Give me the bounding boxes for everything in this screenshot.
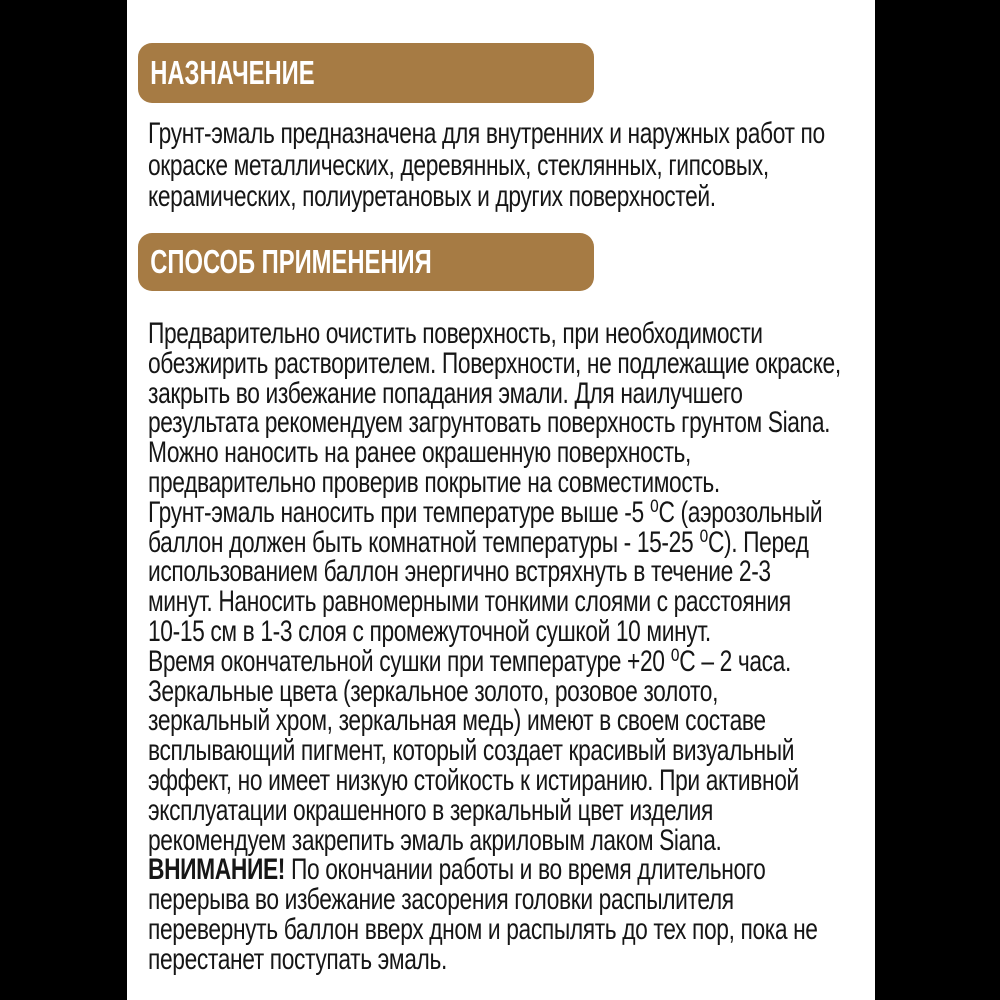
letterbox-left [0, 0, 127, 1000]
text-line: Зеркальные цвета (зеркальное золото, розовое золото, [148, 674, 719, 708]
text-line: предварительно проверив покрытие на совместимость. [148, 465, 720, 499]
purpose-header-title: НАЗНАЧЕНИЕ [150, 54, 315, 91]
text-line: керамических, полиуретановых и других поверхностей. [148, 180, 716, 213]
text-line: использованием баллон энергично встряхнуть в течение 2-3 [148, 555, 771, 589]
text-line: обезжирить растворителем. Поверхности, не подлежащие окраске, [148, 346, 841, 380]
text-line: Можно наносить на ранее окрашенную поверхность, [148, 436, 691, 470]
text-line: окраске металлических, деревянных, стеклянных, гипсовых, [148, 148, 769, 182]
text-line: Грунт-эмаль предназначена для внутренних и наружных работ по [148, 117, 825, 150]
text-line: зеркальный хром, зеркальная медь) имеют в своем составе [148, 704, 766, 738]
text-line: Предварительно очистить поверхность, при необходимости [148, 317, 763, 350]
purpose-header-badge [138, 43, 594, 103]
text-line: баллон должен быть комнатной температуры - 15-25 ⁰С). Перед [148, 525, 809, 559]
text-line: всплывающий пигмент, который создает красивый визуальный [148, 734, 795, 768]
warning-label: ВНИМАНИЕ! [148, 853, 286, 887]
purpose-paragraph [148, 118, 1000, 213]
text-line: перестанет поступать эмаль. [148, 942, 447, 976]
text-line: перевернуть баллон вверх дном и распылять до тех пор, пока не [148, 912, 818, 946]
text-line: рекомендуем закрепить эмаль акриловым лаком Siana. [148, 823, 722, 857]
text-line: перерыва во избежание засорения головки распылителя [148, 883, 734, 917]
text-line: Время окончательной сушки при температуре +20 ⁰С – 2 часа. [148, 644, 791, 678]
application-header-title: СПОСОБ ПРИМЕНЕНИЯ [150, 243, 432, 280]
text-line: результата рекомендуем загрунтовать поверхность грунтом Siana. [148, 406, 831, 440]
text-line: эксплуатации окрашенного в зеркальный цвет изделия [148, 793, 713, 827]
warning-line [148, 855, 841, 885]
text-line: минут. Наносить равномерными тонкими слоями с расстояния [148, 585, 791, 619]
description-card [127, 0, 875, 1000]
text-line: 10-15 см в 1-3 слоя с промежуточной сушкой 10 минут. [148, 614, 711, 648]
text-line: Грунт-эмаль наносить при температуре выше -5 ⁰С (аэрозольный [148, 495, 823, 529]
application-paragraph [148, 319, 1000, 975]
text-line: закрыть во избежание попадания эмали. Для наилучшего [148, 376, 743, 410]
warning-text: По окончании работы и во время длительного [285, 853, 766, 887]
text-line: эффект, но имеет низкую стойкость к истиранию. При активной [148, 763, 799, 797]
application-header-badge [138, 233, 594, 291]
